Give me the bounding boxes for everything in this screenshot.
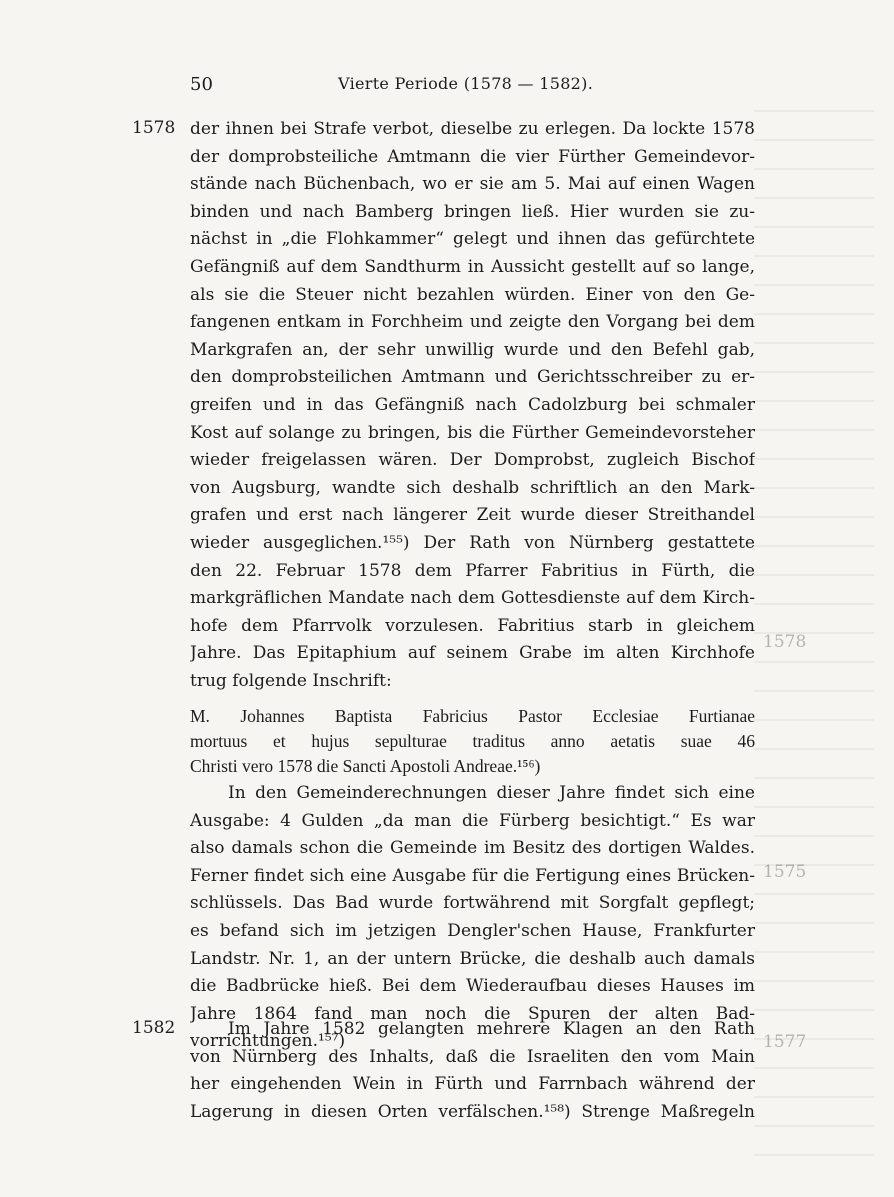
text-line: markgräflichen Mandate nach dem Gottesdienste auf dem Kirch- <box>190 588 755 609</box>
bleed-through-year: 1578 <box>763 632 807 652</box>
page-number: 50 <box>190 74 213 95</box>
paragraph-1 <box>190 116 755 695</box>
text-line: von Augsburg, wandte sich deshalb schriftlich an den Mark- <box>190 477 755 498</box>
epitaph-inscription <box>190 704 755 779</box>
text-line: grafen und erst nach längerer Zeit wurde dieser Streithandel <box>190 505 755 526</box>
text-line: vorrichtungen.¹⁵⁷) <box>190 1031 346 1052</box>
text-line: In den Gemeinderechnungen dieser Jahre findet sich eine <box>228 783 755 803</box>
text-line: es befand sich im jetzigen Dengler'schen Hause, Frankfurter <box>190 920 755 941</box>
text-line: mortuus et hujus sepulturae traditus anno aetatis suae 46 <box>190 731 755 751</box>
text-line: der ihnen bei Strafe verbot, dieselbe zu erlegen. Da lockte 1578 <box>190 119 755 139</box>
text-line: die Badbrücke hieß. Bei dem Wiederaufbau dieses Hauses im <box>190 976 755 997</box>
text-line: Christi vero 1578 die Sancti Apostoli Andreae.¹⁵⁶) <box>190 756 541 776</box>
running-title: Vierte Periode (1578 — 1582). <box>338 74 594 93</box>
text-line: von Nürnberg des Inhalts, daß die Israeliten den vom Main <box>190 1046 755 1067</box>
text-line: also damals schon die Gemeinde im Besitz des dortigen Waldes. <box>190 838 755 859</box>
text-line: wieder freigelassen wären. Der Domprobst, zugleich Bischof <box>190 450 755 471</box>
text-line: Kost auf solange zu bringen, bis die Fürther Gemeindevorsteher <box>190 422 755 443</box>
text-line: Gefängniß auf dem Sandthurm in Aussicht gestellt auf so lange, <box>190 256 755 277</box>
text-line: der domprobsteiliche Amtmann die vier Fürther Gemeindevor- <box>190 146 755 167</box>
margin-year-1578: 1578 <box>132 118 176 138</box>
text-line: binden und nach Bamberg bringen ließ. Hier wurden sie zu- <box>190 201 755 222</box>
text-line: greifen und in das Gefängniß nach Cadolzburg bei schmaler <box>190 394 755 415</box>
text-line: Im Jahre 1582 gelangten mehrere Klagen an den Rath <box>228 1019 755 1039</box>
text-line: schlüssels. Das Bad wurde fortwährend mit Sorgfalt gepflegt; <box>190 893 755 914</box>
text-line: fangenen entkam in Forchheim und zeigte den Vorgang bei dem <box>190 312 755 333</box>
text-line: her eingehenden Wein in Fürth und Farrnbach während der <box>190 1074 755 1095</box>
text-line: stände nach Büchenbach, wo er sie am 5. Mai auf einen Wagen <box>190 174 755 195</box>
text-line: den domprobsteilichen Amtmann und Gerichtsschreiber zu er- <box>190 367 755 388</box>
text-line: Jahre 1864 fand man noch die Spuren der alten Bad- <box>190 1003 755 1024</box>
bleed-through-year: 1575 <box>763 862 807 882</box>
text-line: den 22. Februar 1578 dem Pfarrer Fabritius in Fürth, die <box>190 560 755 581</box>
text-line: M. Johannes Baptista Fabricius Pastor Ecclesiae Furtianae <box>190 706 755 726</box>
text-line: als sie die Steuer nicht bezahlen würden. Einer von den Ge- <box>190 284 755 305</box>
text-line: hofe dem Pfarrvolk vorzulesen. Fabritius starb in gleichem <box>190 615 755 636</box>
text-line: nächst in „die Flohkammer“ gelegt und ihnen das gefürchtete <box>190 229 755 250</box>
text-line: trug folgende Inschrift: <box>190 670 392 691</box>
paragraph-2 <box>190 780 755 1056</box>
text-line: Ausgabe: 4 Gulden „da man die Fürberg besichtigt.“ Es war <box>190 810 755 831</box>
text-line: wieder ausgeglichen.¹⁵⁵) Der Rath von Nürnberg gestattete <box>190 532 755 553</box>
text-line: Lagerung in diesen Orten verfälschen.¹⁵⁸) Strenge Maßregeln <box>190 1101 755 1122</box>
text-line: Markgrafen an, der sehr unwillig wurde und den Befehl gab, <box>190 339 755 360</box>
text-line: Jahre. Das Epitaphium auf seinem Grabe im alten Kirchhofe <box>190 643 755 664</box>
text-line: Ferner findet sich eine Ausgabe für die Fertigung eines Brücken- <box>190 865 755 886</box>
bleed-through-year: 1577 <box>763 1032 807 1052</box>
text-line: Landstr. Nr. 1, an der untern Brücke, die deshalb auch damals <box>190 948 755 969</box>
margin-year-1582: 1582 <box>132 1018 176 1038</box>
